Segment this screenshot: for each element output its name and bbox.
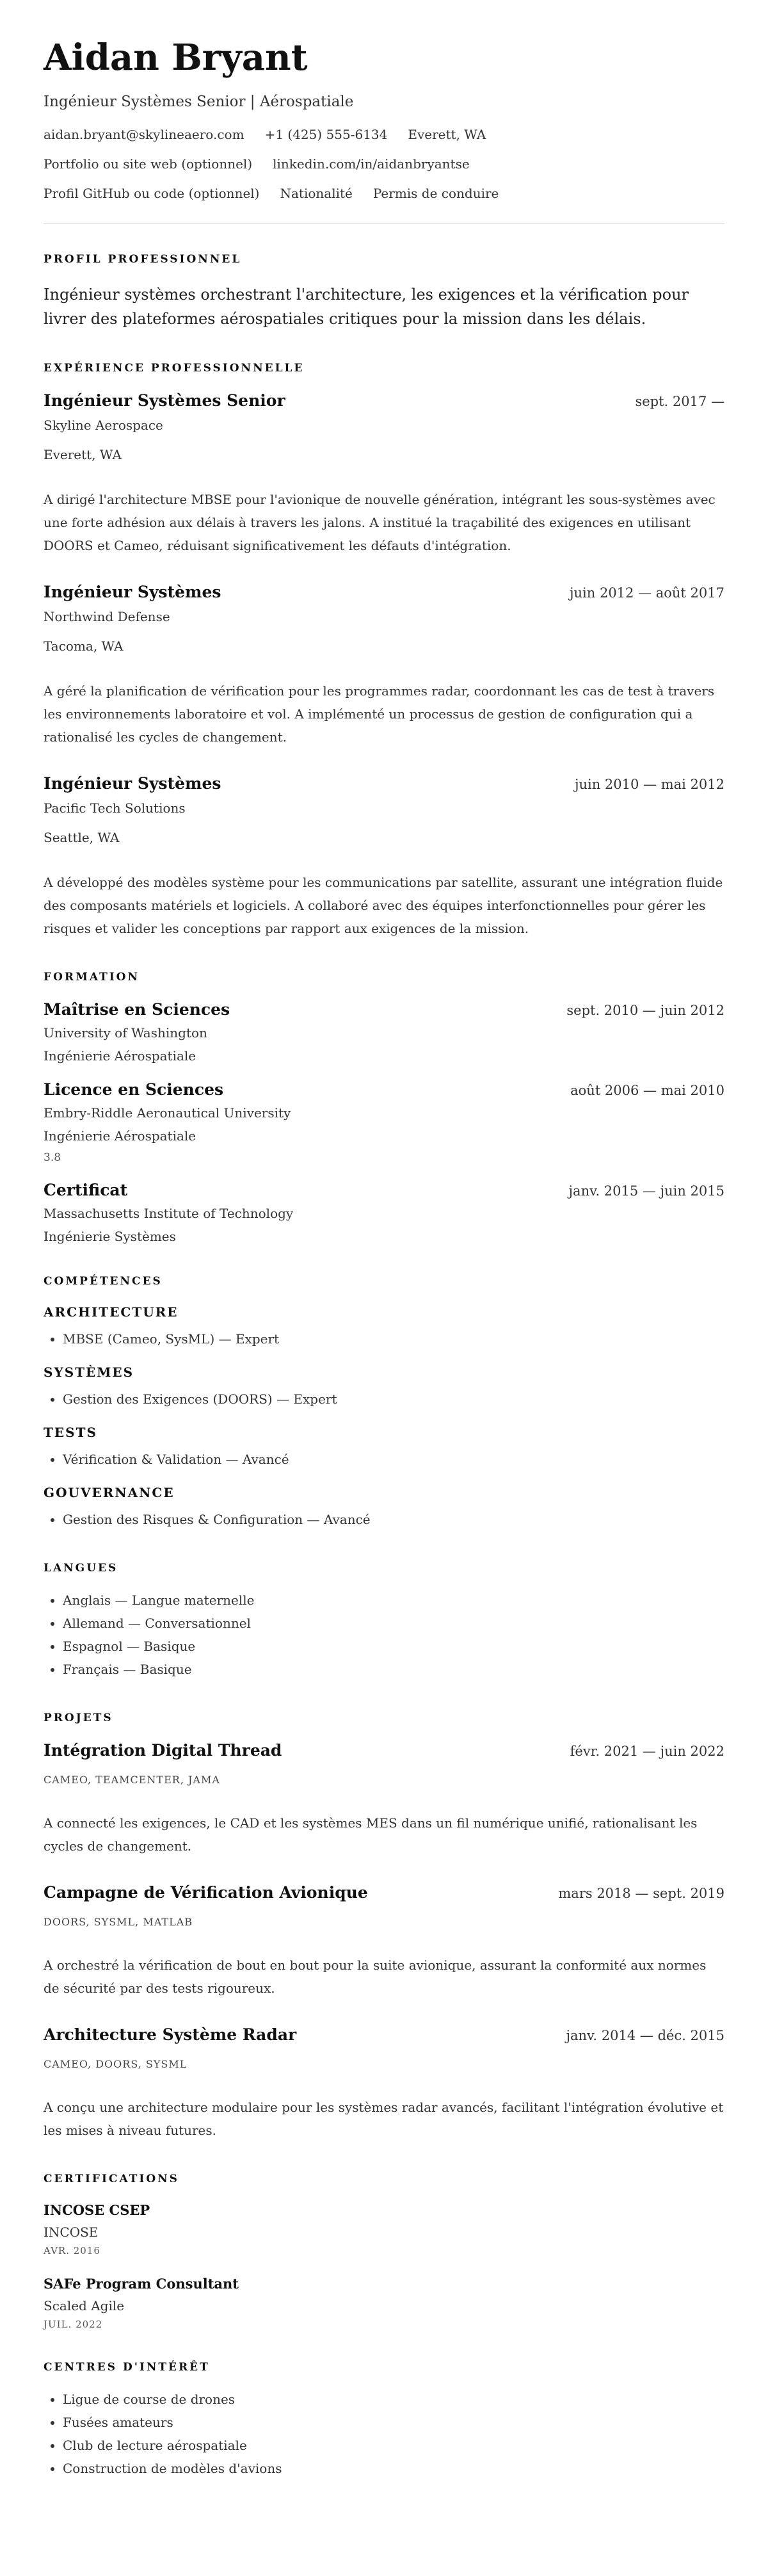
school-name: University of Washington: [44, 1025, 207, 1041]
company-name: Pacific Tech Solutions: [44, 800, 186, 816]
skill-item: • Gestion des Risques & Configuration — Avancé: [63, 1508, 724, 1531]
job-description: A développé des modèles système pour les communications par satellite, assurant une intégration fluide des composants matériels et logiciels. A collaboré avec des équipes interfonctionnelles pour gérer les risques et valider les conceptions par rapport aux exigences de la mission.: [44, 875, 723, 936]
cert-issuer: Scaled Agile: [44, 2298, 125, 2313]
headline: Ingénieur Systèmes Senior | Aérospatiale: [44, 93, 354, 110]
cert-issuer: INCOSE: [44, 2224, 99, 2240]
degree-title: Licence en Sciences: [44, 1080, 224, 1099]
project-name: Architecture Système Radar: [44, 2025, 297, 2044]
degree-title: Maîtrise en Sciences: [44, 1000, 230, 1019]
education-section: [44, 971, 724, 1244]
project-tech: CAMEO, DOORS, SYSML: [44, 2058, 188, 2070]
cert-name: SAFe Program Consultant: [44, 2276, 239, 2292]
project-tech: DOORS, SYSML, MATLAB: [44, 1916, 193, 1928]
job-title: Ingénieur Systèmes: [44, 583, 221, 601]
education-entry: [44, 1080, 724, 1164]
section-title: CERTIFICATIONS: [44, 2173, 179, 2185]
certification-entry: [44, 2276, 724, 2330]
project-name: Campagne de Vérification Avionique: [44, 1883, 368, 1902]
language-item: • Allemand — Conversationnel: [63, 1612, 724, 1635]
job-location: Tacoma, WA: [44, 638, 124, 654]
cert-name: INCOSE CSEP: [44, 2202, 150, 2218]
language-item: • Espagnol — Basique: [63, 1635, 724, 1658]
skill-item: • MBSE (Cameo, SysML) — Expert: [63, 1327, 724, 1350]
project-entry: [44, 1741, 724, 1858]
section-title: FORMATION: [44, 971, 140, 984]
project-dates: janv. 2014 — déc. 2015: [566, 2028, 724, 2043]
company-name: Skyline Aerospace: [44, 417, 163, 433]
profile-section: [44, 253, 724, 331]
candidate-name: Aidan Bryant: [44, 36, 308, 79]
section-title: CENTRES D'INTÉRÊT: [44, 2361, 210, 2374]
nationality-text: Nationalité: [280, 186, 353, 201]
section-title: EXPÉRIENCE PROFESSIONNELLE: [44, 362, 305, 375]
linkedin-link[interactable]: linkedin.com/in/aidanbryantse: [273, 156, 470, 172]
education-dates: sept. 2010 — juin 2012: [566, 1003, 724, 1018]
contact-line-3: [44, 186, 724, 201]
project-dates: févr. 2021 — juin 2022: [570, 1744, 724, 1759]
phone-text: +1 (425) 555-6134: [264, 127, 388, 142]
profile-summary: Ingénieur systèmes orchestrant l'architecture, les exigences et la vérification pour livrer des plateformes aérospatiales critiques pour la mission dans les délais.: [44, 286, 689, 328]
certification-entry: [44, 2202, 724, 2256]
portfolio-link[interactable]: Portfolio ou site web (optionnel): [44, 156, 253, 172]
job-location: Seattle, WA: [44, 830, 120, 845]
experience-entry: [44, 391, 724, 557]
education-dates: août 2006 — mai 2010: [570, 1083, 724, 1098]
experience-section: [44, 362, 724, 940]
github-link[interactable]: Profil GitHub ou code (optionnel): [44, 186, 260, 201]
license-text: Permis de conduire: [372, 186, 499, 201]
job-description: A géré la planification de vérification pour les programmes radar, coordonnant les cas de test à travers les environnements laboratoire et vol. A implémenté un processus de gestion de configuration qui a rationalisé les cycles de changement.: [44, 683, 715, 745]
section-title: PROFIL PROFESSIONNEL: [44, 253, 242, 266]
skill-category: ARCHITECTURE: [44, 1304, 179, 1320]
field-of-study: Ingénierie Aérospatiale: [44, 1048, 196, 1064]
project-entry: [44, 2025, 724, 2142]
job-dates: juin 2012 — août 2017: [570, 585, 724, 601]
interest-item: • Construction de modèles d'avions: [63, 2457, 724, 2480]
project-description: A conçu une architecture modulaire pour les systèmes radar avancés, facilitant l'intégration évolutive et les mises à niveau futures.: [44, 2100, 724, 2138]
interest-item: • Club de lecture aérospatiale: [63, 2434, 724, 2457]
email-link[interactable]: aidan.bryant@skylineaero.com: [44, 127, 244, 142]
gpa-value: 3.8: [44, 1151, 61, 1164]
skill-category: TESTS: [44, 1425, 97, 1440]
experience-entry: [44, 583, 724, 749]
project-dates: mars 2018 — sept. 2019: [558, 1886, 724, 1901]
project-entry: [44, 1883, 724, 2000]
field-of-study: Ingénierie Systèmes: [44, 1229, 176, 1244]
education-dates: janv. 2015 — juin 2015: [568, 1183, 724, 1199]
interests-section: [44, 2361, 724, 2480]
skill-item: • Gestion des Exigences (DOORS) — Expert: [63, 1388, 724, 1411]
skill-category: SYSTÈMES: [44, 1365, 134, 1380]
projects-section: [44, 1712, 724, 2142]
language-item: • Français — Basique: [63, 1658, 724, 1681]
project-description: A connecté les exigences, le CAD et les systèmes MES dans un fil numérique unifié, rationalisant les cycles de changement.: [44, 1815, 698, 1854]
experience-entry: [44, 774, 724, 940]
interest-item: • Fusées amateurs: [63, 2411, 724, 2434]
section-title: COMPÉTENCES: [44, 1275, 163, 1288]
job-dates: sept. 2017 —: [635, 394, 724, 409]
skill-group: [44, 1304, 724, 1350]
languages-section: [44, 1562, 724, 1681]
interest-item: • Ligue de course de drones: [63, 2388, 724, 2411]
skill-group: [44, 1425, 724, 1471]
company-name: Northwind Defense: [44, 609, 170, 624]
education-entry: [44, 1000, 724, 1064]
cert-date: AVR. 2016: [44, 2245, 100, 2256]
certifications-section: [44, 2173, 724, 2330]
contact-line-1: [44, 127, 724, 142]
skill-group: [44, 1485, 724, 1531]
project-name: Intégration Digital Thread: [44, 1741, 282, 1760]
skill-category: GOUVERNANCE: [44, 1485, 175, 1500]
skill-group: [44, 1365, 724, 1411]
skills-section: [44, 1275, 724, 1531]
section-title: PROJETS: [44, 1712, 113, 1724]
job-description: A dirigé l'architecture MBSE pour l'avionique de nouvelle génération, intégrant les sous-systèmes avec une forte adhésion aux délais à travers les jalons. A institué la traçabilité des exigences en utilisant DOORS et Cameo, réduisant significativement les défauts d'intégration.: [44, 492, 716, 553]
project-description: A orchestré la vérification de bout en bout pour la suite avionique, assurant la conformité aux normes de sécurité par des tests rigoureux.: [44, 1957, 707, 1996]
school-name: Massachusetts Institute of Technology: [44, 1206, 294, 1221]
resume-header: [44, 36, 724, 223]
job-dates: juin 2010 — mai 2012: [574, 777, 724, 792]
job-location: Everett, WA: [44, 447, 122, 462]
project-tech: CAMEO, TEAMCENTER, JAMA: [44, 1774, 220, 1786]
section-title: LANGUES: [44, 1562, 118, 1575]
skill-item: • Vérification & Validation — Avancé: [63, 1448, 724, 1471]
degree-title: Certificat: [44, 1181, 128, 1199]
language-item: • Anglais — Langue maternelle: [63, 1589, 724, 1612]
cert-date: JUIL. 2022: [44, 2319, 103, 2330]
field-of-study: Ingénierie Aérospatiale: [44, 1128, 196, 1144]
job-title: Ingénieur Systèmes Senior: [44, 391, 285, 410]
location-text: Everett, WA: [408, 127, 486, 142]
education-entry: [44, 1181, 724, 1244]
job-title: Ingénieur Systèmes: [44, 774, 221, 793]
contact-line-2: [44, 156, 724, 172]
school-name: Embry-Riddle Aeronautical University: [44, 1105, 291, 1121]
